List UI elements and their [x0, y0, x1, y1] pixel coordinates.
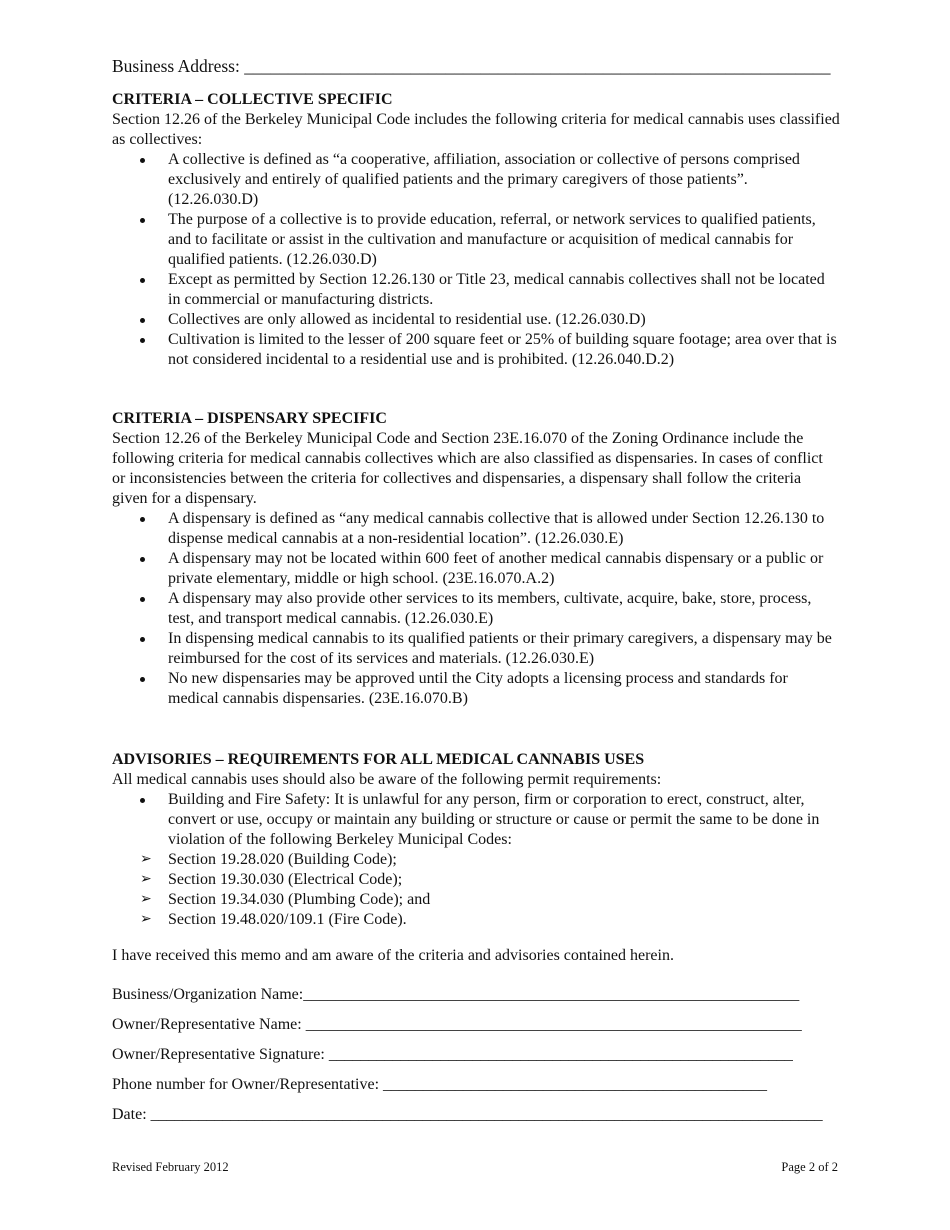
list-item: The purpose of a collective is to provide education, referral, or network services to qualified patients, and to facilitate or assist in the cultivation and manufacture or acquisition of medical cannabis for qualified patients. (12.26.030.D) — [112, 210, 840, 270]
business-name-field[interactable]: Business/Organization Name:______________________________________________________________ — [112, 986, 800, 1003]
signature-block — [112, 985, 823, 1135]
section-intro: All medical cannabis uses should also be aware of the following permit requirements: — [112, 771, 662, 788]
dispensary-criteria-section — [112, 409, 840, 709]
arrow-bullet-icon: ➢ — [140, 912, 152, 927]
section-intro: Section 12.26 of the Berkeley Municipal Code and Section 23E.16.070 of the Zoning Ordinance include the following criteria for medical cannabis collectives which are also classified as dispensaries. In cases of conflict or inconsistencies between the criteria for collectives and dispensaries, a dispensary shall follow the criteria given for a dispensary. — [112, 430, 823, 507]
bullet-icon — [140, 517, 145, 522]
acknowledgment-statement: I have received this memo and am aware of the criteria and advisories contained herein. — [112, 947, 674, 964]
list-item: In dispensing medical cannabis to its qualified patients or their primary caregivers, a dispensary may be reimbursed for the cost of its services and materials. (12.26.030.E) — [112, 629, 840, 669]
revision-date: Revised February 2012 — [112, 1160, 229, 1174]
collective-criteria-section — [112, 90, 840, 370]
business-address-line: Business Address: ___________________________________________________________________ — [112, 56, 831, 76]
list-item: Building and Fire Safety: It is unlawful for any person, firm or corporation to erect, construct, alter, convert or use, occupy or maintain any building or structure or cause or permit the same to be done in violation of the following Berkeley Municipal Codes: — [112, 790, 840, 850]
list-item: ➢ Section 19.34.030 (Plumbing Code); and — [140, 891, 431, 908]
bullet-list — [112, 150, 840, 370]
list-item: Collectives are only allowed as incidental to residential use. (12.26.030.D) — [112, 310, 840, 330]
bullet-list — [112, 509, 840, 709]
list-item: No new dispensaries may be approved until the City adopts a licensing process and standards for medical cannabis dispensaries. (23E.16.070.B) — [112, 669, 840, 709]
list-item: A dispensary may also provide other services to its members, cultivate, acquire, bake, store, process, test, and transport medical cannabis. (12.26.030.E) — [112, 589, 840, 629]
bullet-icon — [140, 557, 145, 562]
page-number: Page 2 of 2 — [781, 1160, 838, 1174]
bullet-icon — [140, 278, 145, 283]
arrow-bullet-icon: ➢ — [140, 892, 152, 907]
bullet-icon — [140, 637, 145, 642]
owner-name-field[interactable]: Owner/Representative Name: ______________________________________________________________ — [112, 1016, 802, 1033]
code-sections-list — [112, 850, 840, 930]
list-item: A collective is defined as “a cooperative, affiliation, association or collective of persons comprised exclusively and entirely of qualified patients and the primary caregivers of those patients”. (12.26.030.D) — [112, 150, 840, 210]
bullet-icon — [140, 338, 145, 343]
advisories-section — [112, 750, 840, 930]
section-heading: CRITERIA – COLLECTIVE SPECIFIC — [112, 91, 393, 108]
bullet-icon — [140, 158, 145, 163]
list-item: A dispensary may not be located within 600 feet of another medical cannabis dispensary or a public or private elementary, middle or high school. (23E.16.070.A.2) — [112, 549, 840, 589]
section-heading: CRITERIA – DISPENSARY SPECIFIC — [112, 410, 387, 427]
date-field[interactable]: Date: ____________________________________________________________________________________ — [112, 1106, 823, 1123]
list-item: ➢ Section 19.28.020 (Building Code); — [140, 851, 397, 868]
list-item: A dispensary is defined as “any medical cannabis collective that is allowed under Section 12.26.130 to dispense medical cannabis at a non-residential location”. (12.26.030.E) — [112, 509, 840, 549]
owner-phone-field[interactable]: Phone number for Owner/Representative: ________________________________________________ — [112, 1076, 768, 1093]
list-item: ➢ Section 19.48.020/109.1 (Fire Code). — [140, 911, 407, 928]
bullet-icon — [140, 677, 145, 682]
arrow-bullet-icon: ➢ — [140, 872, 152, 887]
list-item: Cultivation is limited to the lesser of 200 square feet or 25% of building square footage; area over that is not considered incidental to a residential use and is prohibited. (12.26.040.D.2) — [112, 330, 840, 370]
list-item: Except as permitted by Section 12.26.130 or Title 23, medical cannabis collectives shall not be located in commercial or manufacturing districts. — [112, 270, 840, 310]
section-heading: ADVISORIES – REQUIREMENTS FOR ALL MEDICAL CANNABIS USES — [112, 751, 645, 768]
section-intro: Section 12.26 of the Berkeley Municipal Code includes the following criteria for medical cannabis uses classified as collectives: — [112, 111, 840, 148]
bullet-icon — [140, 218, 145, 223]
bullet-icon — [140, 597, 145, 602]
bullet-icon — [140, 798, 145, 803]
bullet-list — [112, 790, 840, 850]
list-item: ➢ Section 19.30.030 (Electrical Code); — [140, 871, 403, 888]
bullet-icon — [140, 318, 145, 323]
arrow-bullet-icon: ➢ — [140, 852, 152, 867]
owner-signature-field[interactable]: Owner/Representative Signature: __________________________________________________________ — [112, 1046, 793, 1063]
